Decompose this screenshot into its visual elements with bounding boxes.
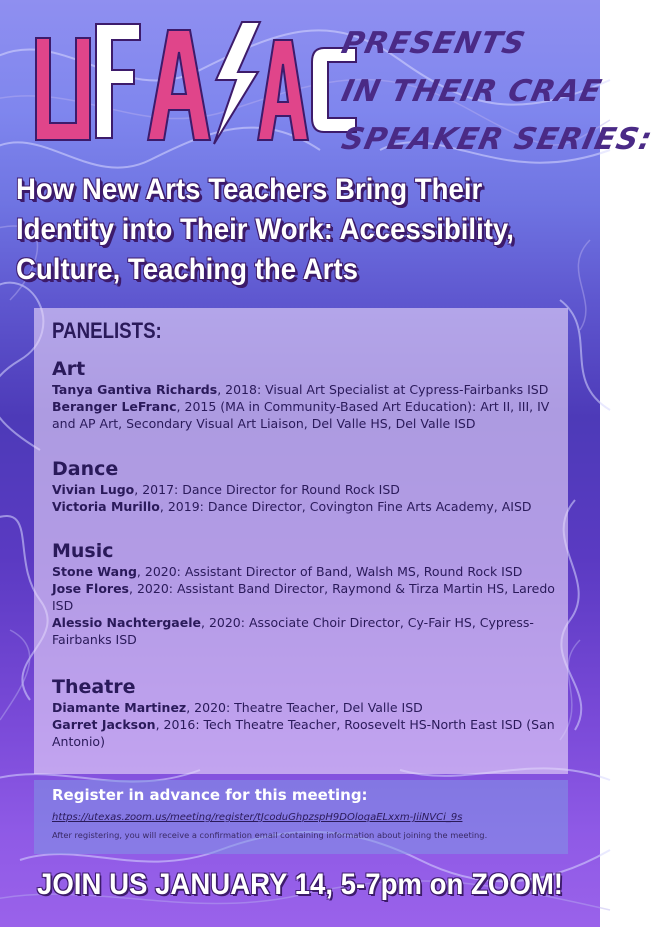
panelist-entry — [52, 580, 562, 614]
panelist-detail: , 2020: Associate Choir Director, Cy-Fair HS, Cypress-Fairbanks ISD — [52, 615, 534, 647]
panelist-name: Tanya Gantiva Richards — [52, 382, 218, 397]
panelist-entry — [52, 699, 562, 716]
panelist-name: Diamante Martinez — [52, 700, 187, 715]
panelist-entry — [52, 716, 562, 750]
panelist-detail: , 2015 (MA in Community-Based Art Education): Art II, III, IV and AP Art, Secondary Visual Art Liaison, Del Valle HS, Del Valle ISD — [52, 399, 550, 431]
section-heading: Theatre — [52, 676, 136, 698]
panelist-detail: , 2017: Dance Director for Round Rock ISD — [134, 482, 400, 497]
section-heading: Art — [52, 358, 86, 380]
panelist-detail: , 2020: Theatre Teacher, Del Valle ISD — [186, 700, 423, 715]
panelists-title: PANELISTS: — [52, 318, 162, 343]
panelist-name: Vivian Lugo — [52, 482, 135, 497]
registration-box — [34, 780, 568, 854]
panelist-name: Beranger LeFranc — [52, 399, 177, 414]
ufasac-logo — [28, 18, 358, 148]
panelist-name: Garret Jackson — [52, 717, 156, 732]
panelist-detail: , 2020: Assistant Band Director, Raymond & Tirza Martin HS, Laredo ISD — [52, 581, 555, 613]
event-headline — [16, 170, 545, 290]
section-theatre — [52, 676, 562, 750]
headline-line-3: Culture, Teaching the Arts — [16, 253, 358, 286]
section-music — [52, 540, 562, 648]
presents-line-3: SPEAKER SERIES: — [338, 122, 656, 157]
headline-line-1: How New Arts Teachers Bring Their — [16, 173, 483, 206]
panelist-name: Jose Flores — [52, 581, 130, 596]
panelist-entry — [52, 381, 562, 398]
panelist-entry — [52, 498, 562, 515]
presents-line-1: PRESENTS — [338, 26, 529, 61]
panelist-name: Alessio Nachtergaele — [52, 615, 201, 630]
section-heading: Dance — [52, 458, 119, 480]
presents-text — [338, 20, 656, 170]
headline-line-2: Identity into Their Work: Accessibility, — [16, 213, 514, 246]
panelist-name: Victoria Murillo — [52, 499, 160, 514]
section-art — [52, 358, 562, 432]
panelist-detail: , 2019: Dance Director, Covington Fine Arts Academy, AISD — [159, 499, 532, 514]
panelist-detail: , 2020: Assistant Director of Band, Walsh MS, Round Rock ISD — [136, 564, 523, 579]
panelist-entry — [52, 563, 562, 580]
section-dance — [52, 458, 562, 515]
panelist-entry — [52, 481, 562, 498]
register-note: After registering, you will receive a confirmation email containing information about joining the meeting. — [52, 830, 488, 840]
panelist-entry — [52, 398, 562, 432]
section-heading: Music — [52, 540, 114, 562]
join-banner: JOIN US JANUARY 14, 5-7pm on ZOOM! — [36, 868, 564, 901]
presents-line-2: IN THEIR CRAE — [338, 74, 606, 109]
panelist-name: Stone Wang — [52, 564, 137, 579]
panelists-panel — [34, 308, 568, 774]
panelist-detail: , 2018: Visual Art Specialist at Cypress-Fairbanks ISD — [217, 382, 549, 397]
register-link[interactable]: https://utexas.zoom.us/meeting/register/tJcoduGhpzspH9DOloqaELxxm-JiiNVCi_9s — [52, 812, 463, 823]
register-title: Register in advance for this meeting: — [52, 786, 368, 804]
panelist-entry — [52, 614, 562, 648]
panelist-detail: , 2016: Tech Theatre Teacher, Roosevelt HS-North East ISD (San Antonio) — [52, 717, 555, 749]
